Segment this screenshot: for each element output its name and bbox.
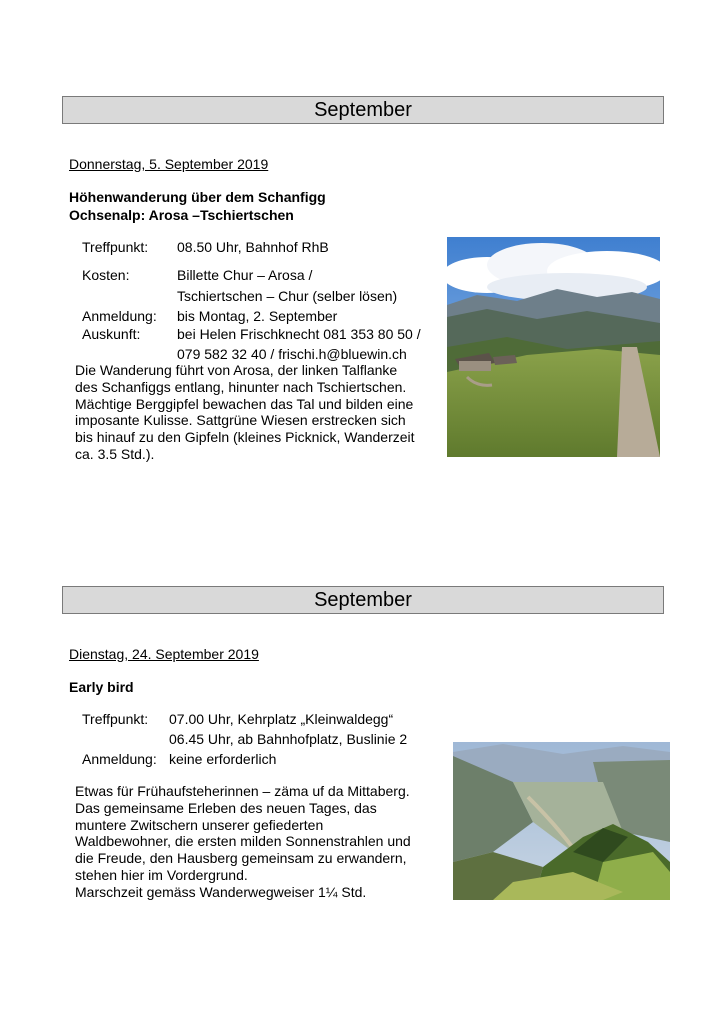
anmeldung-label: Anmeldung: bbox=[82, 308, 157, 324]
alpine-valley-photo bbox=[453, 742, 670, 900]
auskunft-value-cont: 079 582 32 40 / frischi.h@bluewin.ch bbox=[177, 346, 407, 362]
description-line: Die Wanderung führt von Arosa, der linken Talflanke bbox=[75, 362, 398, 378]
kosten-value: Billette Chur – Arosa / bbox=[177, 267, 313, 283]
description-line: Waldbewohner, die ersten milden Sonnenstrahlen und bbox=[75, 833, 411, 850]
treffpunkt-value: 08.50 Uhr, Bahnhof RhB bbox=[177, 239, 329, 255]
anmeldung-label: Anmeldung: bbox=[82, 751, 157, 767]
event-date: Donnerstag, 5. September 2019 bbox=[69, 156, 269, 172]
event-description bbox=[75, 362, 415, 463]
description-line: imposante Kulisse. Sattgrüne Wiesen erstrecken sich bbox=[75, 412, 406, 429]
month-banner: September bbox=[62, 586, 664, 614]
description-line: die Freude, den Hausberg gemeinsam zu erwandern, bbox=[75, 850, 407, 867]
description-line: des Schanfiggs entlang, hinunter nach Tschiertschen. bbox=[75, 378, 407, 395]
description-line: Mächtige Berggipfel bewachen das Tal und bilden eine bbox=[75, 395, 414, 412]
description-line: Das gemeinsame Erleben des neuen Tages, das bbox=[75, 799, 377, 816]
treffpunkt-value: 07.00 Uhr, Kehrplatz „Kleinwaldegg“ bbox=[169, 711, 394, 727]
kosten-value-cont: Tschiertschen – Chur (selber lösen) bbox=[177, 288, 398, 304]
event-description bbox=[75, 783, 411, 901]
auskunft-label: Auskunft: bbox=[82, 326, 141, 342]
description-line: Marschzeit gemäss Wanderwegweiser 1¼ Std. bbox=[75, 883, 367, 900]
kosten-label: Kosten: bbox=[82, 267, 130, 283]
event-title: Höhenwanderung über dem Schanfigg bbox=[69, 189, 326, 205]
anmeldung-value: bis Montag, 2. September bbox=[177, 308, 338, 324]
anmeldung-value: keine erforderlich bbox=[169, 751, 277, 767]
description-line: Etwas für Frühaufsteherinnen – zäma uf da Mittaberg. bbox=[75, 783, 410, 799]
description-line: bis hinauf zu den Gipfeln (kleines Picknick, Wanderzeit bbox=[75, 429, 415, 446]
treffpunkt-label: Treffpunkt: bbox=[82, 239, 149, 255]
description-line: muntere Zwitschern unserer gefiederten bbox=[75, 816, 324, 833]
event-title: Early bird bbox=[69, 679, 134, 695]
treffpunkt-label: Treffpunkt: bbox=[82, 711, 149, 727]
mountain-hike-photo bbox=[447, 237, 660, 457]
description-line: ca. 3.5 Std.). bbox=[75, 445, 155, 462]
event-subtitle: Ochsenalp: Arosa –Tschiertschen bbox=[69, 207, 294, 223]
auskunft-value: bei Helen Frischknecht 081 353 80 50 / bbox=[177, 326, 421, 342]
treffpunkt-value-cont: 06.45 Uhr, ab Bahnhofplatz, Buslinie 2 bbox=[169, 731, 408, 747]
event-date: Dienstag, 24. September 2019 bbox=[69, 646, 259, 662]
month-banner: September bbox=[62, 96, 664, 124]
description-line: stehen hier im Vordergrund. bbox=[75, 866, 248, 883]
